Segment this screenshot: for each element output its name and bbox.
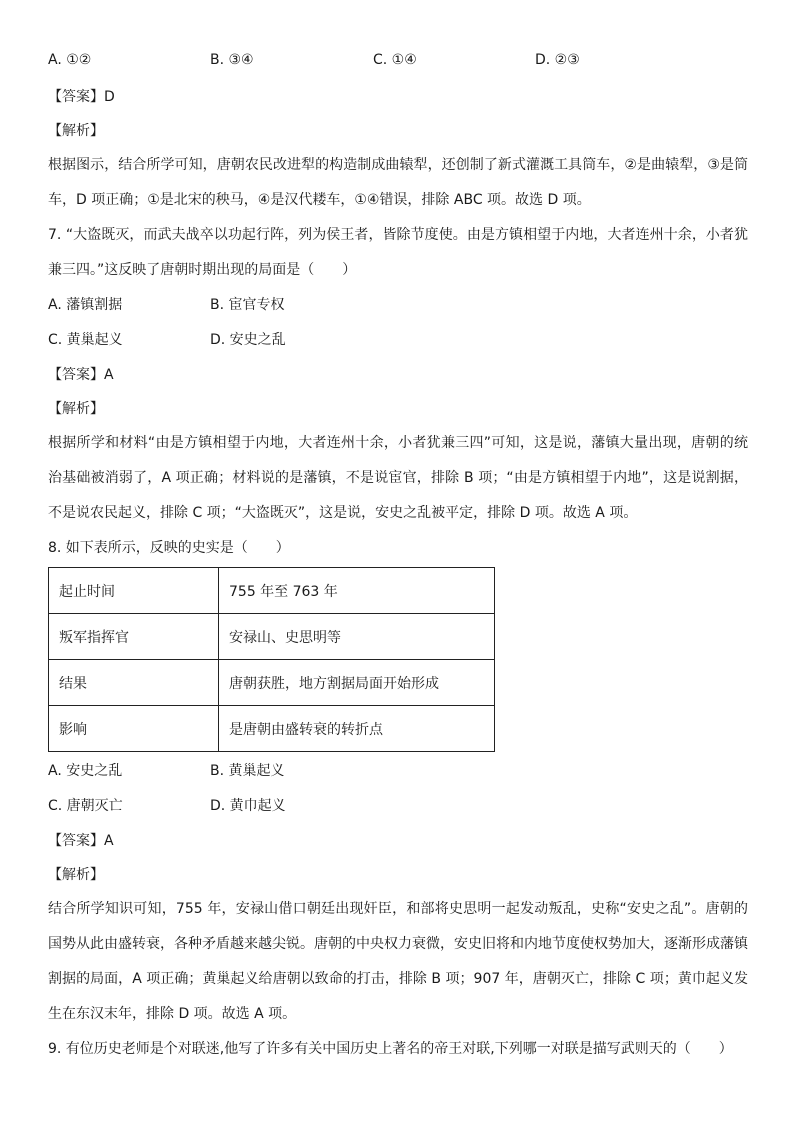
- table-cell: 唐朝获胜，地方割据局面开始形成: [219, 660, 495, 706]
- q7-option-c: C. 黄巢起义: [48, 332, 123, 348]
- q7-answer: 【答案】A: [48, 367, 114, 383]
- q8-option-c: C. 唐朝灭亡: [48, 798, 123, 814]
- table-cell: 安禄山、史思明等: [219, 614, 495, 660]
- table-cell: 是唐朝由盛转衰的转折点: [219, 706, 495, 752]
- q7-options-row2: [48, 323, 748, 358]
- table-cell: 叛军指挥官: [49, 614, 219, 660]
- q6-analysis: 根据图示，结合所学可知，唐朝农民改进犁的构造制成曲辕犁，还创制了新式灌溉工具筒车，②是曲辕犁，③是筒车，D 项正确；①是北宋的秧马，④是汉代耧车，①④错误，排除 ABC 项。故选 D 项。: [48, 157, 748, 208]
- q8-analysis: 结合所学知识可知，755 年，安禄山借口朝廷出现奸臣，和部将史思明一起发动叛乱，史称“安史之乱”。唐朝的国势从此由盛转衰，各种矛盾越来越尖锐。唐朝的中央权力衰微，安史旧将和内地节度使权势加大，逐渐形成藩镇割据的局面，A 项正确；黄巢起义给唐朝以致命的打击，排除 B 项；907 年，唐朝灭亡，排除 C 项；黄巾起义发生在东汉末年，排除 D 项。故选 A 项。: [48, 901, 748, 1022]
- table-cell: 起止时间: [49, 568, 219, 614]
- q7-option-d: D. 安史之乱: [210, 332, 286, 348]
- q7-option-b: B. 宦官专权: [210, 297, 285, 313]
- q7-options-row1: [48, 288, 748, 323]
- q6-options: [48, 52, 748, 80]
- table-cell: 755 年至 763 年: [219, 568, 495, 614]
- q8-answer: 【答案】A: [48, 833, 114, 849]
- q6-analysis-label: 【解析】: [48, 123, 104, 139]
- q7-analysis: 根据所学和材料“由是方镇相望于内地，大者连州十余，小者犹兼三四”可知，这是说，藩镇大量出现，唐朝的统治基础被消弱了，A 项正确；材料说的是藩镇，不是说宦官，排除 B 项；“由是方镇相望于内地”，这是说割据，不是说农民起义，排除 C 项；“大盗既灭”，这是说，安史之乱被平定，排除 D 项。故选 A 项。: [48, 435, 748, 521]
- q8-option-b: B. 黄巢起义: [210, 763, 285, 779]
- q8-stem: 8. 如下表所示，反映的史实是（ ）: [48, 540, 290, 556]
- table-row: [49, 614, 495, 660]
- q6-option-a: A. ①②: [48, 52, 92, 68]
- q8-analysis-label: 【解析】: [48, 867, 104, 883]
- q7-option-a: A. 藩镇割据: [48, 297, 123, 313]
- table-cell: 影响: [49, 706, 219, 752]
- table-row: [49, 706, 495, 752]
- q8-option-d: D. 黄巾起义: [210, 798, 286, 814]
- q7-analysis-label: 【解析】: [48, 401, 104, 417]
- q9-stem: 9. 有位历史老师是个对联迷,他写了许多有关中国历史上著名的帝王对联,下列哪一对联是描写武则天的（ ）: [48, 1041, 733, 1057]
- q7-stem: 7. “大盗既灭，而武夫战卒以功起行阵，列为侯王者，皆除节度使。由是方镇相望于内地，大者连州十余，小者犹兼三四。”这反映了唐朝时期出现的局面是（ ）: [48, 227, 748, 278]
- table-row: [49, 568, 495, 614]
- q8-options-row1: [48, 754, 748, 789]
- table-cell: 结果: [49, 660, 219, 706]
- q6-option-b: B. ③④: [210, 52, 254, 68]
- q6-answer: 【答案】D: [48, 89, 115, 105]
- exam-page: [48, 52, 748, 1066]
- q8-table: [48, 567, 495, 752]
- q6-option-c: C. ①④: [373, 52, 417, 68]
- table-row: [49, 660, 495, 706]
- q8-options-row2: [48, 789, 748, 824]
- q8-option-a: A. 安史之乱: [48, 763, 123, 779]
- q6-option-d: D. ②③: [535, 52, 580, 68]
